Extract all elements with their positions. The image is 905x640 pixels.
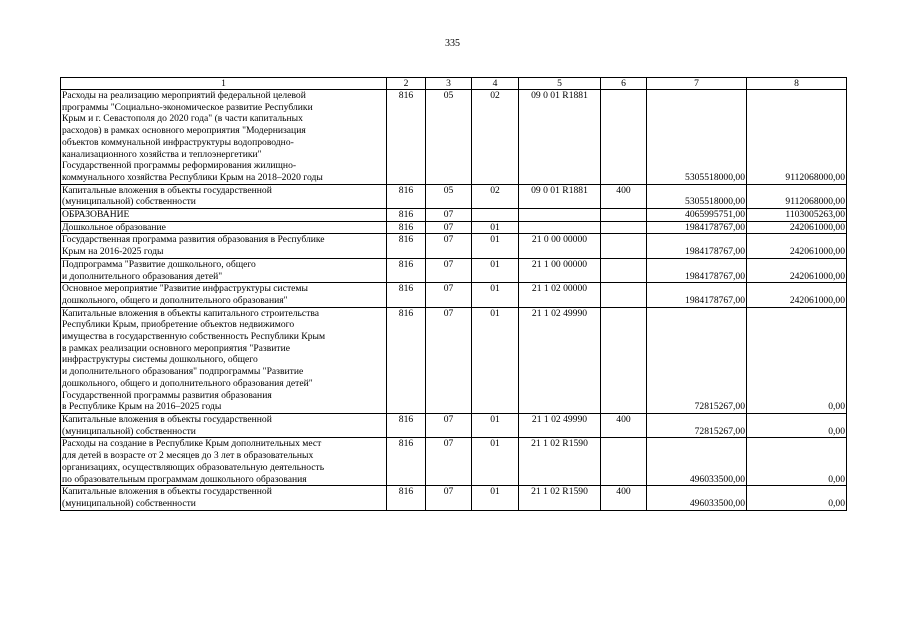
description-line: Расходы на реализацию мероприятий федеральной целевой [62, 90, 306, 101]
ministry-code: 816 [387, 184, 426, 208]
description-line: организациях, осуществляющих образовательную деятельность [62, 461, 325, 473]
description-line: Государственной программы развития образования [62, 389, 272, 401]
expense-type-code: 400 [601, 413, 647, 437]
target-article-code: 21 0 00 00000 [519, 234, 601, 258]
subsection-code: 01 [472, 283, 519, 307]
table-row [61, 438, 847, 486]
ministry-code: 816 [387, 234, 426, 258]
description-line: Республики Крым, приобретение объектов недвижимого [62, 319, 295, 331]
description-line: Крым на 2016-2025 годы [62, 246, 164, 258]
description-line: Капитальные вложения в объекты государственной [62, 486, 272, 498]
description-line: Государственной программы реформирования жилищно- [62, 160, 297, 172]
description-line: дошкольного, общего и дополнительного образования детей" [62, 377, 313, 389]
target-article-code: 21 1 02 49990 [519, 413, 601, 437]
ministry-code: 816 [387, 486, 426, 510]
target-article-code: 21 1 00 00000 [519, 258, 601, 282]
description-line: Капитальные вложения в объекты капитального строительства [62, 307, 320, 319]
target-article-code: 09 0 01 R1881 [519, 90, 601, 185]
amount-col-8: 0,00 [747, 413, 847, 437]
amount-col-8: 1103005263,00 [747, 209, 847, 222]
description-line: Основное мероприятие "Развитие инфраструктуры системы [62, 283, 308, 295]
row-description [61, 184, 387, 208]
row-description [61, 438, 387, 486]
amount-col-8: 242061000,00 [747, 234, 847, 258]
column-header: 7 [647, 78, 747, 90]
amount-col-8: 0,00 [747, 307, 847, 413]
ministry-code: 816 [387, 209, 426, 222]
description-line: в рамках реализации основного мероприятия "Развитие [62, 342, 290, 354]
expense-type-code [601, 234, 647, 258]
description-line: в Республике Крым на 2016–2025 годы [62, 401, 222, 413]
table-row [61, 184, 847, 208]
amount-col-7: 5305518000,00 [647, 90, 747, 185]
amount-col-7: 1984178767,00 [647, 258, 747, 282]
amount-col-7: 4065995751,00 [647, 209, 747, 222]
row-description [61, 307, 387, 413]
target-article-code [519, 209, 601, 222]
amount-col-8: 9112068000,00 [747, 90, 847, 185]
table-row [61, 283, 847, 307]
description-line: по образовательным программам дошкольного образования [62, 473, 307, 485]
table-row [61, 234, 847, 258]
section-code: 07 [426, 258, 472, 282]
ministry-code: 816 [387, 258, 426, 282]
description-line: Дошкольное образование [62, 221, 166, 233]
table-row [61, 258, 847, 282]
row-description [61, 486, 387, 510]
row-description [61, 258, 387, 282]
amount-col-8: 242061000,00 [747, 283, 847, 307]
amount-col-7: 1984178767,00 [647, 221, 747, 234]
table-row [61, 221, 847, 234]
description-line: (муниципальной) собственности [62, 425, 196, 437]
description-line: (муниципальной) собственности [62, 497, 196, 509]
section-code: 07 [426, 221, 472, 234]
table-row [61, 90, 847, 185]
section-code: 07 [426, 438, 472, 486]
section-code: 07 [426, 234, 472, 258]
section-code: 07 [426, 209, 472, 222]
target-article-code: 21 1 02 R1590 [519, 438, 601, 486]
expense-type-code: 400 [601, 184, 647, 208]
section-code: 07 [426, 307, 472, 413]
column-header: 4 [472, 78, 519, 90]
description-line: имущества в государственную собственность Республики Крым [62, 331, 326, 343]
amount-col-7: 496033500,00 [647, 486, 747, 510]
subsection-code: 01 [472, 234, 519, 258]
column-header: 3 [426, 78, 472, 90]
expense-type-code [601, 221, 647, 234]
expense-type-code [601, 90, 647, 185]
amount-col-7: 1984178767,00 [647, 234, 747, 258]
description-line: инфраструктуры системы дошкольного, общего [62, 354, 258, 366]
description-line: Подпрограмма "Развитие дошкольного, общего [62, 258, 256, 270]
target-article-code: 21 1 02 00000 [519, 283, 601, 307]
page-number: 335 [445, 38, 460, 49]
description-line: дошкольного, общего и дополнительного образования" [62, 294, 288, 306]
description-line: расходов) в рамках основного мероприятия "Модернизация [62, 125, 306, 137]
row-description [61, 413, 387, 437]
subsection-code: 02 [472, 184, 519, 208]
section-code: 07 [426, 413, 472, 437]
subsection-code: 01 [472, 413, 519, 437]
row-description [61, 221, 387, 234]
amount-col-7: 5305518000,00 [647, 184, 747, 208]
expense-type-code [601, 438, 647, 486]
description-line: канализационного хозяйства и теплоэнергетики" [62, 148, 262, 160]
row-description [61, 209, 387, 222]
subsection-code: 01 [472, 221, 519, 234]
amount-col-7: 496033500,00 [647, 438, 747, 486]
subsection-code: 01 [472, 438, 519, 486]
amount-col-7: 72815267,00 [647, 413, 747, 437]
ministry-code: 816 [387, 438, 426, 486]
table-row [61, 209, 847, 222]
ministry-code: 816 [387, 413, 426, 437]
row-description [61, 283, 387, 307]
target-article-code [519, 221, 601, 234]
amount-col-7: 72815267,00 [647, 307, 747, 413]
target-article-code: 21 1 02 49990 [519, 307, 601, 413]
table-row [61, 486, 847, 510]
column-header: 8 [747, 78, 847, 90]
expense-type-code [601, 307, 647, 413]
description-line: Капитальные вложения в объекты государственной [62, 413, 272, 425]
amount-col-8: 0,00 [747, 486, 847, 510]
budget-table [60, 77, 847, 511]
subsection-code [472, 209, 519, 222]
description-line: Крым и г. Севастополя до 2020 года" (в части капитальных [62, 113, 303, 125]
table-row [61, 413, 847, 437]
amount-col-8: 0,00 [747, 438, 847, 486]
section-code: 05 [426, 90, 472, 185]
target-article-code: 21 1 02 R1590 [519, 486, 601, 510]
expense-type-code [601, 258, 647, 282]
amount-col-8: 242061000,00 [747, 258, 847, 282]
description-line: программы "Социально-экономическое развитие Республики [62, 101, 313, 113]
column-header: 2 [387, 78, 426, 90]
description-line: для детей в возрасте от 2 месяцев до 3 лет в образовательных [62, 450, 314, 462]
row-description [61, 234, 387, 258]
description-line: и дополнительного образования" подпрограммы "Развитие [62, 366, 304, 378]
section-code: 05 [426, 184, 472, 208]
description-line: Капитальные вложения в объекты государственной [62, 184, 272, 196]
description-line: (муниципальной) собственности [62, 196, 196, 208]
description-line: коммунального хозяйства Республики Крым на 2018–2020 годы [62, 171, 323, 183]
section-code: 07 [426, 283, 472, 307]
amount-col-7: 1984178767,00 [647, 283, 747, 307]
subsection-code: 01 [472, 486, 519, 510]
subsection-code: 02 [472, 90, 519, 185]
expense-type-code [601, 283, 647, 307]
column-header: 6 [601, 78, 647, 90]
column-header: 1 [61, 78, 387, 90]
description-line: ОБРАЗОВАНИЕ [62, 209, 130, 221]
amount-col-8: 242061000,00 [747, 221, 847, 234]
column-number-row [61, 78, 847, 90]
column-header: 5 [519, 78, 601, 90]
ministry-code: 816 [387, 283, 426, 307]
expense-type-code: 400 [601, 486, 647, 510]
section-code: 07 [426, 486, 472, 510]
subsection-code: 01 [472, 258, 519, 282]
target-article-code: 09 0 01 R1881 [519, 184, 601, 208]
description-line: и дополнительного образования детей" [62, 270, 223, 282]
row-description [61, 90, 387, 185]
amount-col-8: 9112068000,00 [747, 184, 847, 208]
ministry-code: 816 [387, 90, 426, 185]
subsection-code: 01 [472, 307, 519, 413]
description-line: Расходы на создание в Республике Крым дополнительных мест [62, 438, 322, 450]
description-line: Государственная программа развития образования в Республике [62, 234, 325, 246]
ministry-code: 816 [387, 307, 426, 413]
expense-type-code [601, 209, 647, 222]
table-row [61, 307, 847, 413]
ministry-code: 816 [387, 221, 426, 234]
description-line: объектов коммунальной инфраструктуры водопроводно- [62, 136, 294, 148]
